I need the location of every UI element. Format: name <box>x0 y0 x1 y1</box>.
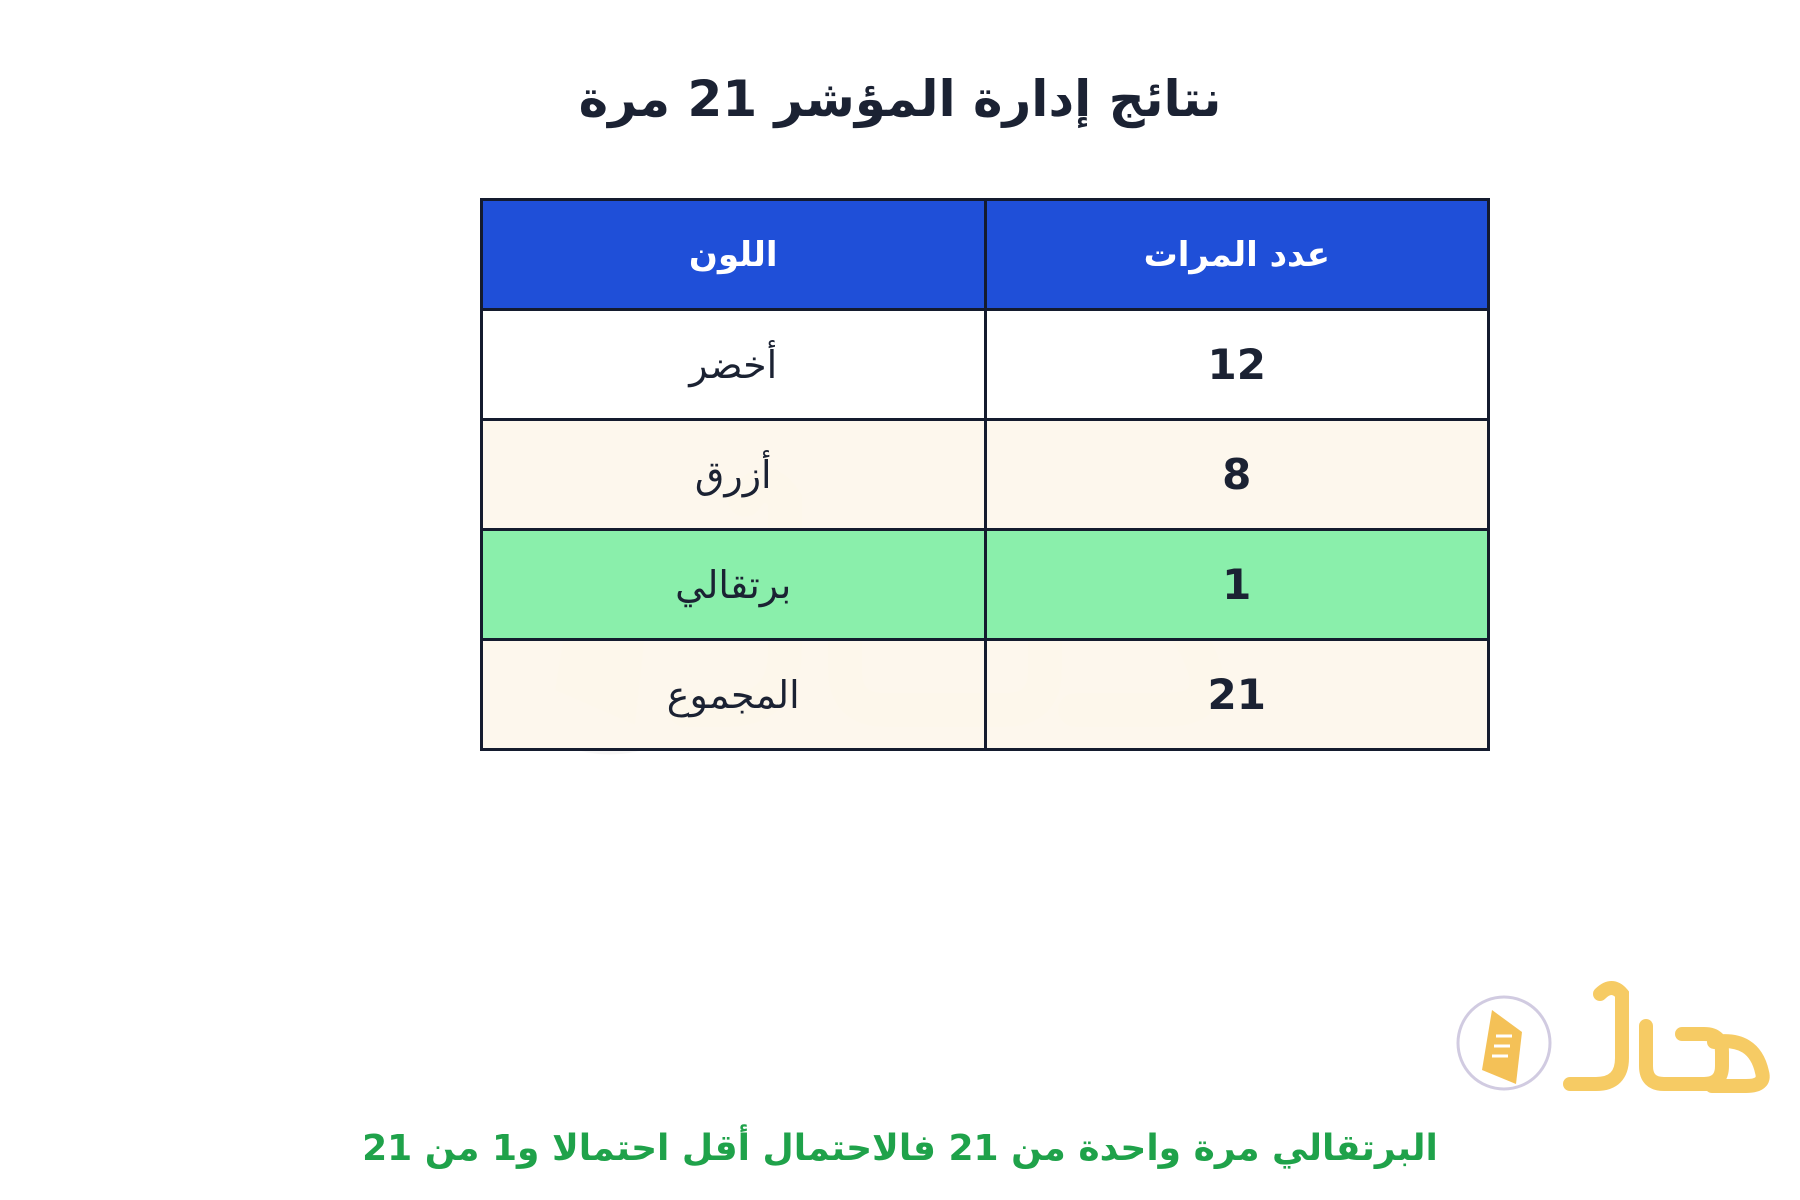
cell-count: 1 <box>985 530 1489 640</box>
conclusion-note: البرتقالي مرة واحدة من 21 فالاحتمال أقل احتمالا و1 من 21 <box>362 1128 1438 1169</box>
table-row-orange-highlighted <box>482 530 1489 640</box>
cell-color: المجموع <box>482 640 986 750</box>
cell-color: أخضر <box>482 310 986 420</box>
table-row-blue <box>482 420 1489 530</box>
cell-color: برتقالي <box>482 530 986 640</box>
cell-count: 12 <box>985 310 1489 420</box>
page-title: نتائج إدارة المؤشر 21 مرة <box>578 69 1222 128</box>
column-header-count: عدد المرات <box>985 200 1489 310</box>
cell-count: 8 <box>985 420 1489 530</box>
cell-count: 21 <box>985 640 1489 750</box>
column-header-color: اللون <box>482 200 986 310</box>
table-row-total <box>482 640 1489 750</box>
table-header-row <box>482 200 1489 310</box>
results-table-container <box>480 198 1490 751</box>
results-table <box>480 198 1490 751</box>
cell-color: أزرق <box>482 420 986 530</box>
table-row-green <box>482 310 1489 420</box>
watermark-logo-corner <box>1452 980 1772 1105</box>
